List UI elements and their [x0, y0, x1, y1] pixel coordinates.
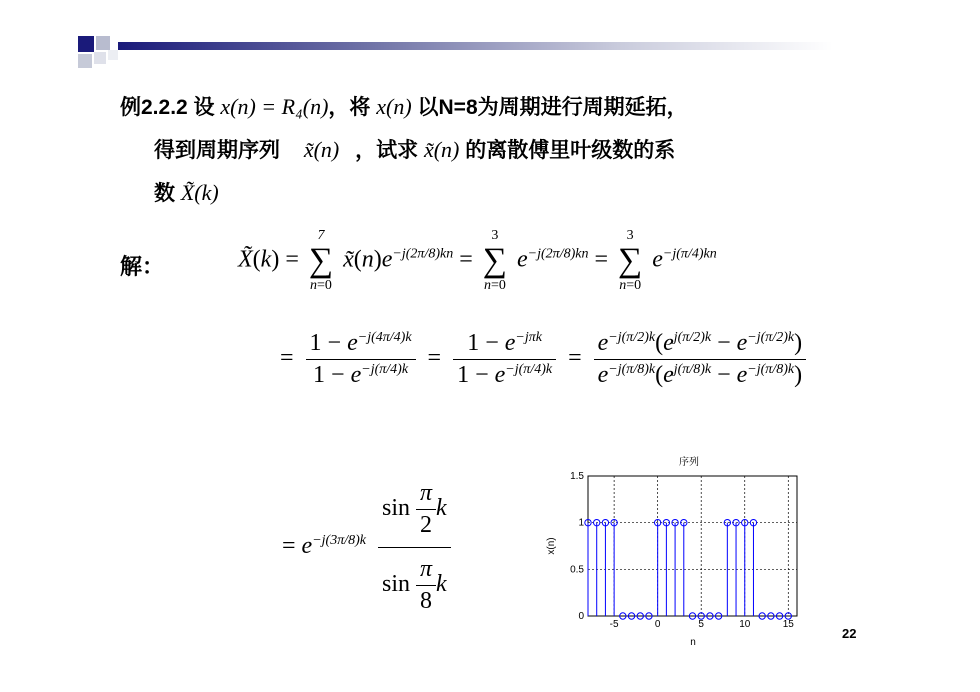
title-decoration-square — [96, 36, 110, 50]
problem-statement — [120, 86, 880, 215]
plot-area — [588, 476, 797, 616]
x-tick-label: 15 — [782, 619, 794, 630]
y-tick-label: 1 — [578, 517, 584, 529]
y-axis-label: x(n) — [546, 537, 557, 555]
problem-text: 以N=8为周期进行周期延拓， — [417, 96, 688, 119]
x-axis-label: n — [690, 637, 696, 648]
title-decoration-square — [108, 50, 118, 60]
problem-text: 数 — [154, 182, 175, 205]
problem-text: ，试求 — [355, 139, 419, 162]
example-label: 例2.2.2 设 — [120, 96, 215, 119]
math-x-tilde: x̃(n) — [303, 137, 340, 162]
math-x-tilde: x̃(n) — [423, 137, 460, 162]
y-tick-label: 0.5 — [570, 564, 584, 576]
equation-2: = $\frac{1 - e^{-j(4\pi/4)k}}{1 - e^{-j(\pi/4)k}}$ = $\frac{1 - e^{-j\pi k}}{1 - e^{-j(\pi/4)k}}$ = $\frac{e^{-j(\pi/2)k}(e^{j(\pi/2)k} - e^{-j(\pi/2)k})}{e^{-j(\pi/8)k}(e^{j(\pi/8)k} - e^{-j(\pi/8)k})}$ — [280, 330, 812, 389]
equation-3: = $e^{-j(3\pi/8)k}$ sin $\frac{\pi}{2}$ k sin $\frac{\pi}{8}$ k — [282, 480, 457, 615]
page-number: 22 — [842, 626, 857, 641]
math-x: x(n) — [376, 94, 412, 119]
x-tick-label: 10 — [739, 619, 751, 630]
sequence-stem-chart — [548, 455, 818, 655]
title-decoration-square — [94, 52, 106, 64]
chart-title: 序列 — [679, 457, 699, 468]
x-tick-label: 5 — [698, 619, 704, 630]
x-tick-label: 0 — [654, 619, 661, 630]
solution-label: 解： — [120, 254, 165, 279]
problem-text: 得到周期序列 — [154, 139, 280, 162]
title-gradient-bar — [118, 42, 833, 50]
equation-1: X̃(k) = 7 ∑ n=0 $x̃(n)e^{-j(2\pi/8)kn} = 3$ ∑ n=0 $e^{-j(2\pi/8)kn} = 3$ ∑ n=0 $e^{-j(\pi/4)kn}$ — [238, 228, 717, 293]
title-decoration-square — [78, 54, 92, 68]
math-X-tilde: X̃(k) — [180, 180, 219, 205]
problem-line-3 — [120, 172, 880, 215]
problem-line-1 — [120, 86, 880, 129]
title-decoration-square — [78, 36, 94, 52]
problem-text: ，将 — [328, 96, 371, 119]
problem-text: 的离散傅里叶级数的系 — [465, 139, 676, 162]
math-x-def: x(n) = R₄(n) — [220, 94, 329, 119]
y-tick-label: 0 — [578, 611, 584, 622]
x-tick-label: -5 — [609, 619, 619, 630]
y-tick-label: 1.5 — [570, 471, 584, 482]
problem-line-2 — [120, 129, 880, 172]
